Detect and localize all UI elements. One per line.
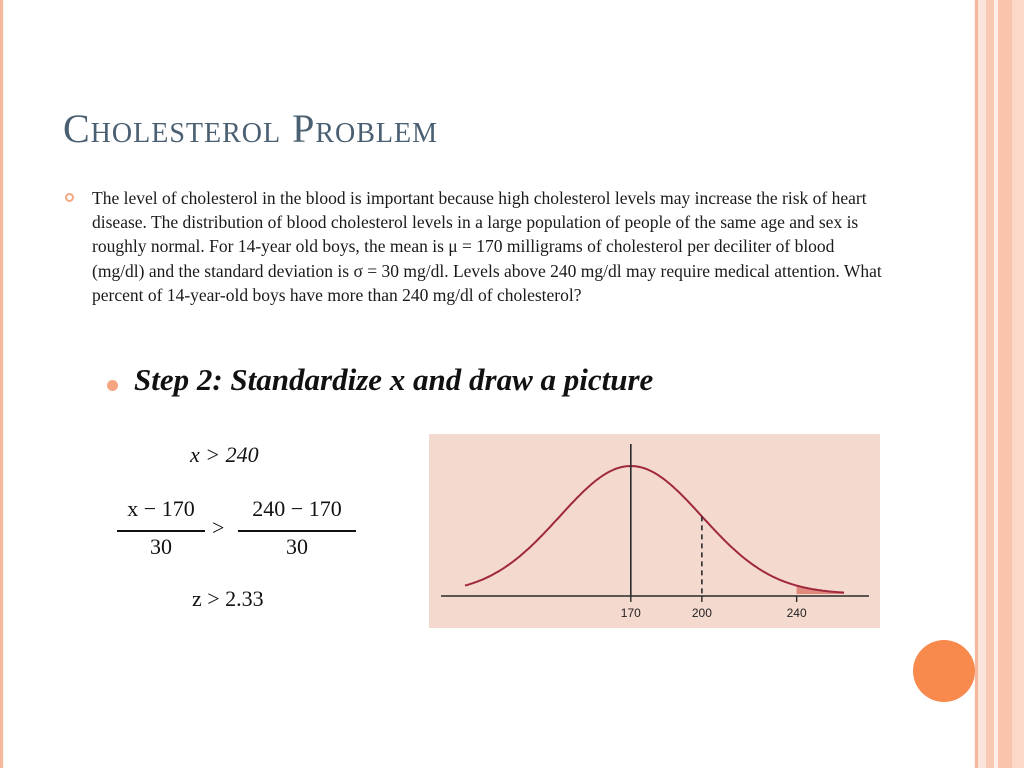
x-tick-label-240: 240 bbox=[786, 606, 807, 620]
normal-curve-chart bbox=[429, 434, 880, 628]
x-tick-label-200: 200 bbox=[691, 606, 712, 620]
decor-orange-circle bbox=[913, 640, 975, 702]
decor-stripe bbox=[986, 0, 994, 768]
bullet-ring-icon bbox=[65, 193, 74, 202]
frac-left-denominator: 30 bbox=[150, 534, 172, 559]
step-heading: Step 2: Standardize x and draw a picture bbox=[134, 362, 654, 397]
frac-right-bar bbox=[238, 530, 356, 532]
decor-stripe bbox=[978, 0, 986, 768]
bullet-dot-icon bbox=[107, 380, 118, 391]
greater-than-sign: > bbox=[212, 515, 225, 540]
frac-right-numerator: 240 − 170 bbox=[252, 496, 342, 521]
x-tick-label-170: 170 bbox=[620, 606, 641, 620]
chart-background bbox=[429, 434, 880, 628]
slide-title: Cholesterol Problem bbox=[63, 106, 439, 151]
decor-stripe bbox=[1012, 0, 1024, 768]
inequality-z bbox=[192, 586, 264, 612]
frac-left-numerator: x − 170 bbox=[127, 496, 195, 521]
math-line-1: x > 240 bbox=[190, 442, 259, 467]
problem-paragraph: The level of cholesterol in the blood is important because high cholesterol levels may increase the risk of heart disease. The distribution of blood cholesterol levels in a large population of people of the same age and sex is roughly normal. For 14-year old boys, the mean is μ = 170 milligrams of cholesterol per deciliter of blood (mg/dl) and the standard deviation is σ = 30 mg/dl. Levels above 240 mg/dl may require medical attention. What percent of 14-year-old boys have more than 240 mg/dl of cholesterol? bbox=[92, 188, 882, 305]
frac-right-denominator: 30 bbox=[286, 534, 308, 559]
decor-stripe bbox=[998, 0, 1012, 768]
inequality-x bbox=[190, 442, 259, 468]
frac-left-bar bbox=[117, 530, 205, 532]
left-border-line bbox=[0, 0, 3, 768]
math-line-3: z > 2.33 bbox=[192, 586, 264, 611]
